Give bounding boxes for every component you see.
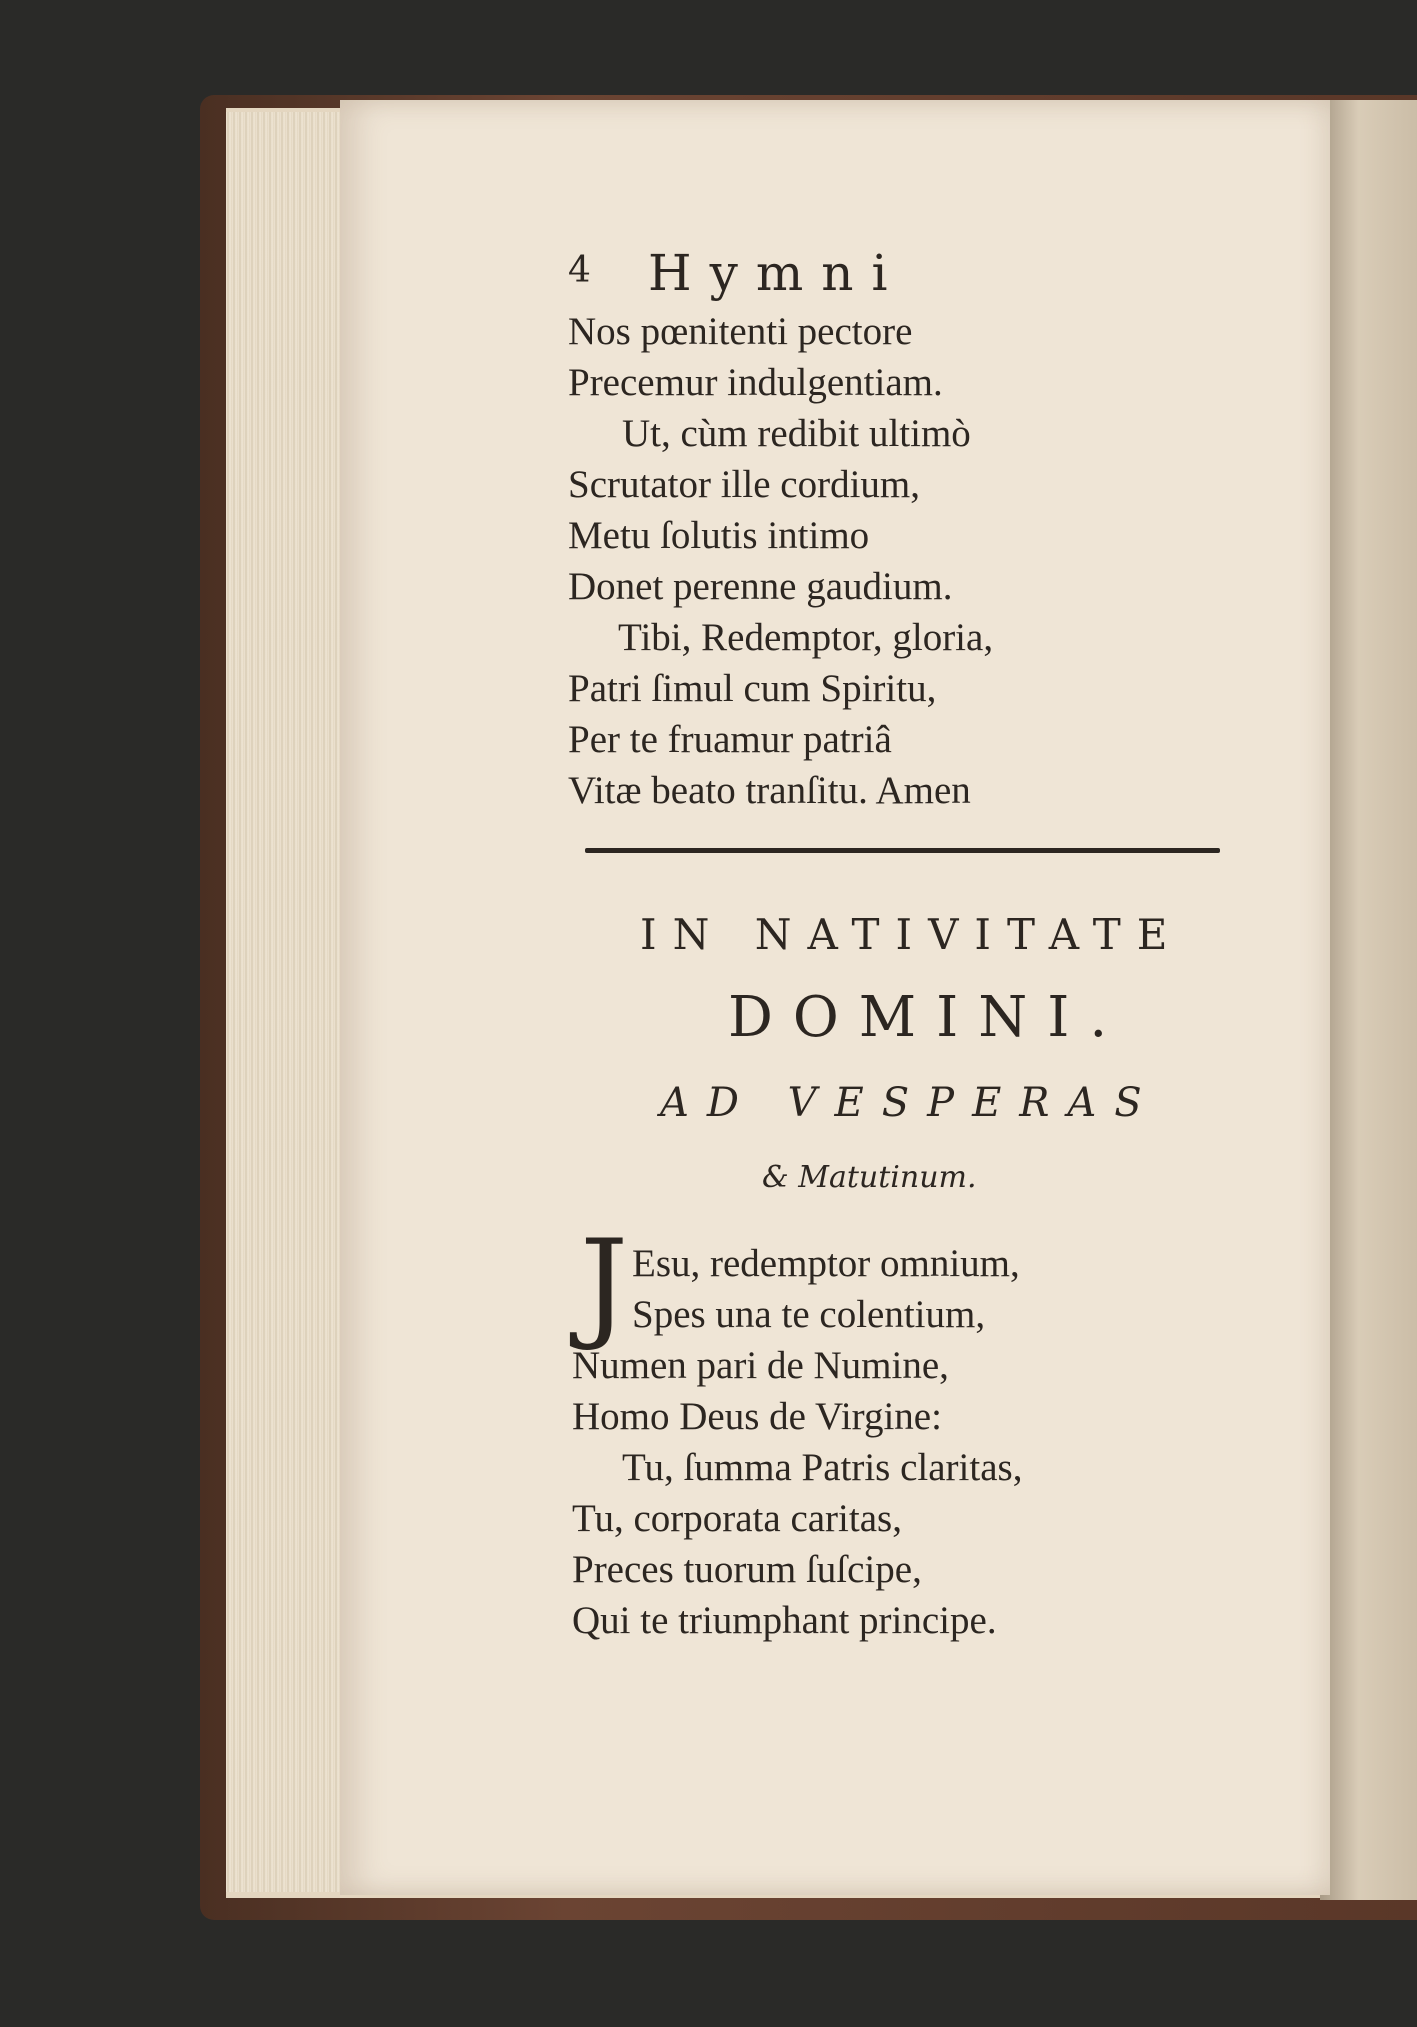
section-heading-line3: AD VESPERAS [660,1080,1160,1126]
hymn-line: Tu, ſumma Patris claritas, [622,1446,1023,1489]
running-head: Hymni [648,244,906,302]
verse-line: Metu ſolutis intimo [568,514,870,557]
horizontal-rule [585,848,1220,853]
page-number: 4 [568,250,591,291]
section-heading-line4: & Matutinum. [762,1160,977,1195]
facing-page-edge [1320,100,1417,1900]
verse-line: Patri ſimul cum Spiritu, [568,667,937,710]
verse-line: Per te fruamur patriâ [568,718,892,761]
section-heading-line2: DOMINI. [728,985,1128,1050]
verse-line: Precemur indulgentiam. [568,361,943,404]
verse-line: Nos pœnitenti pectore [568,310,913,353]
verse-line: Vitæ beato tranſitu. Amen [568,769,971,812]
section-heading-line1: IN NATIVITATE [640,910,1184,959]
verse-line: Tibi, Redemptor, gloria, [618,616,994,659]
hymn-line: Numen pari de Numine, [572,1344,949,1387]
hymn-line: Esu, redemptor omnium, [632,1242,1020,1285]
verse-line: Scrutator ille cordium, [568,463,920,506]
drop-cap: J [580,1215,629,1354]
hymn-line: Preces tuorum ſuſcipe, [572,1548,922,1591]
hymn-line: Homo Deus de Virgine: [572,1395,942,1438]
hymn-line: Qui te triumphant principe. [572,1599,997,1642]
verse-line: Donet perenne gaudium. [568,565,953,608]
hymn-line: Spes una te colentium, [632,1293,986,1336]
verse-line: Ut, cùm redibit ultimò [622,412,971,455]
page-edges [226,112,356,1892]
hymn-line: Tu, corporata caritas, [572,1497,902,1540]
